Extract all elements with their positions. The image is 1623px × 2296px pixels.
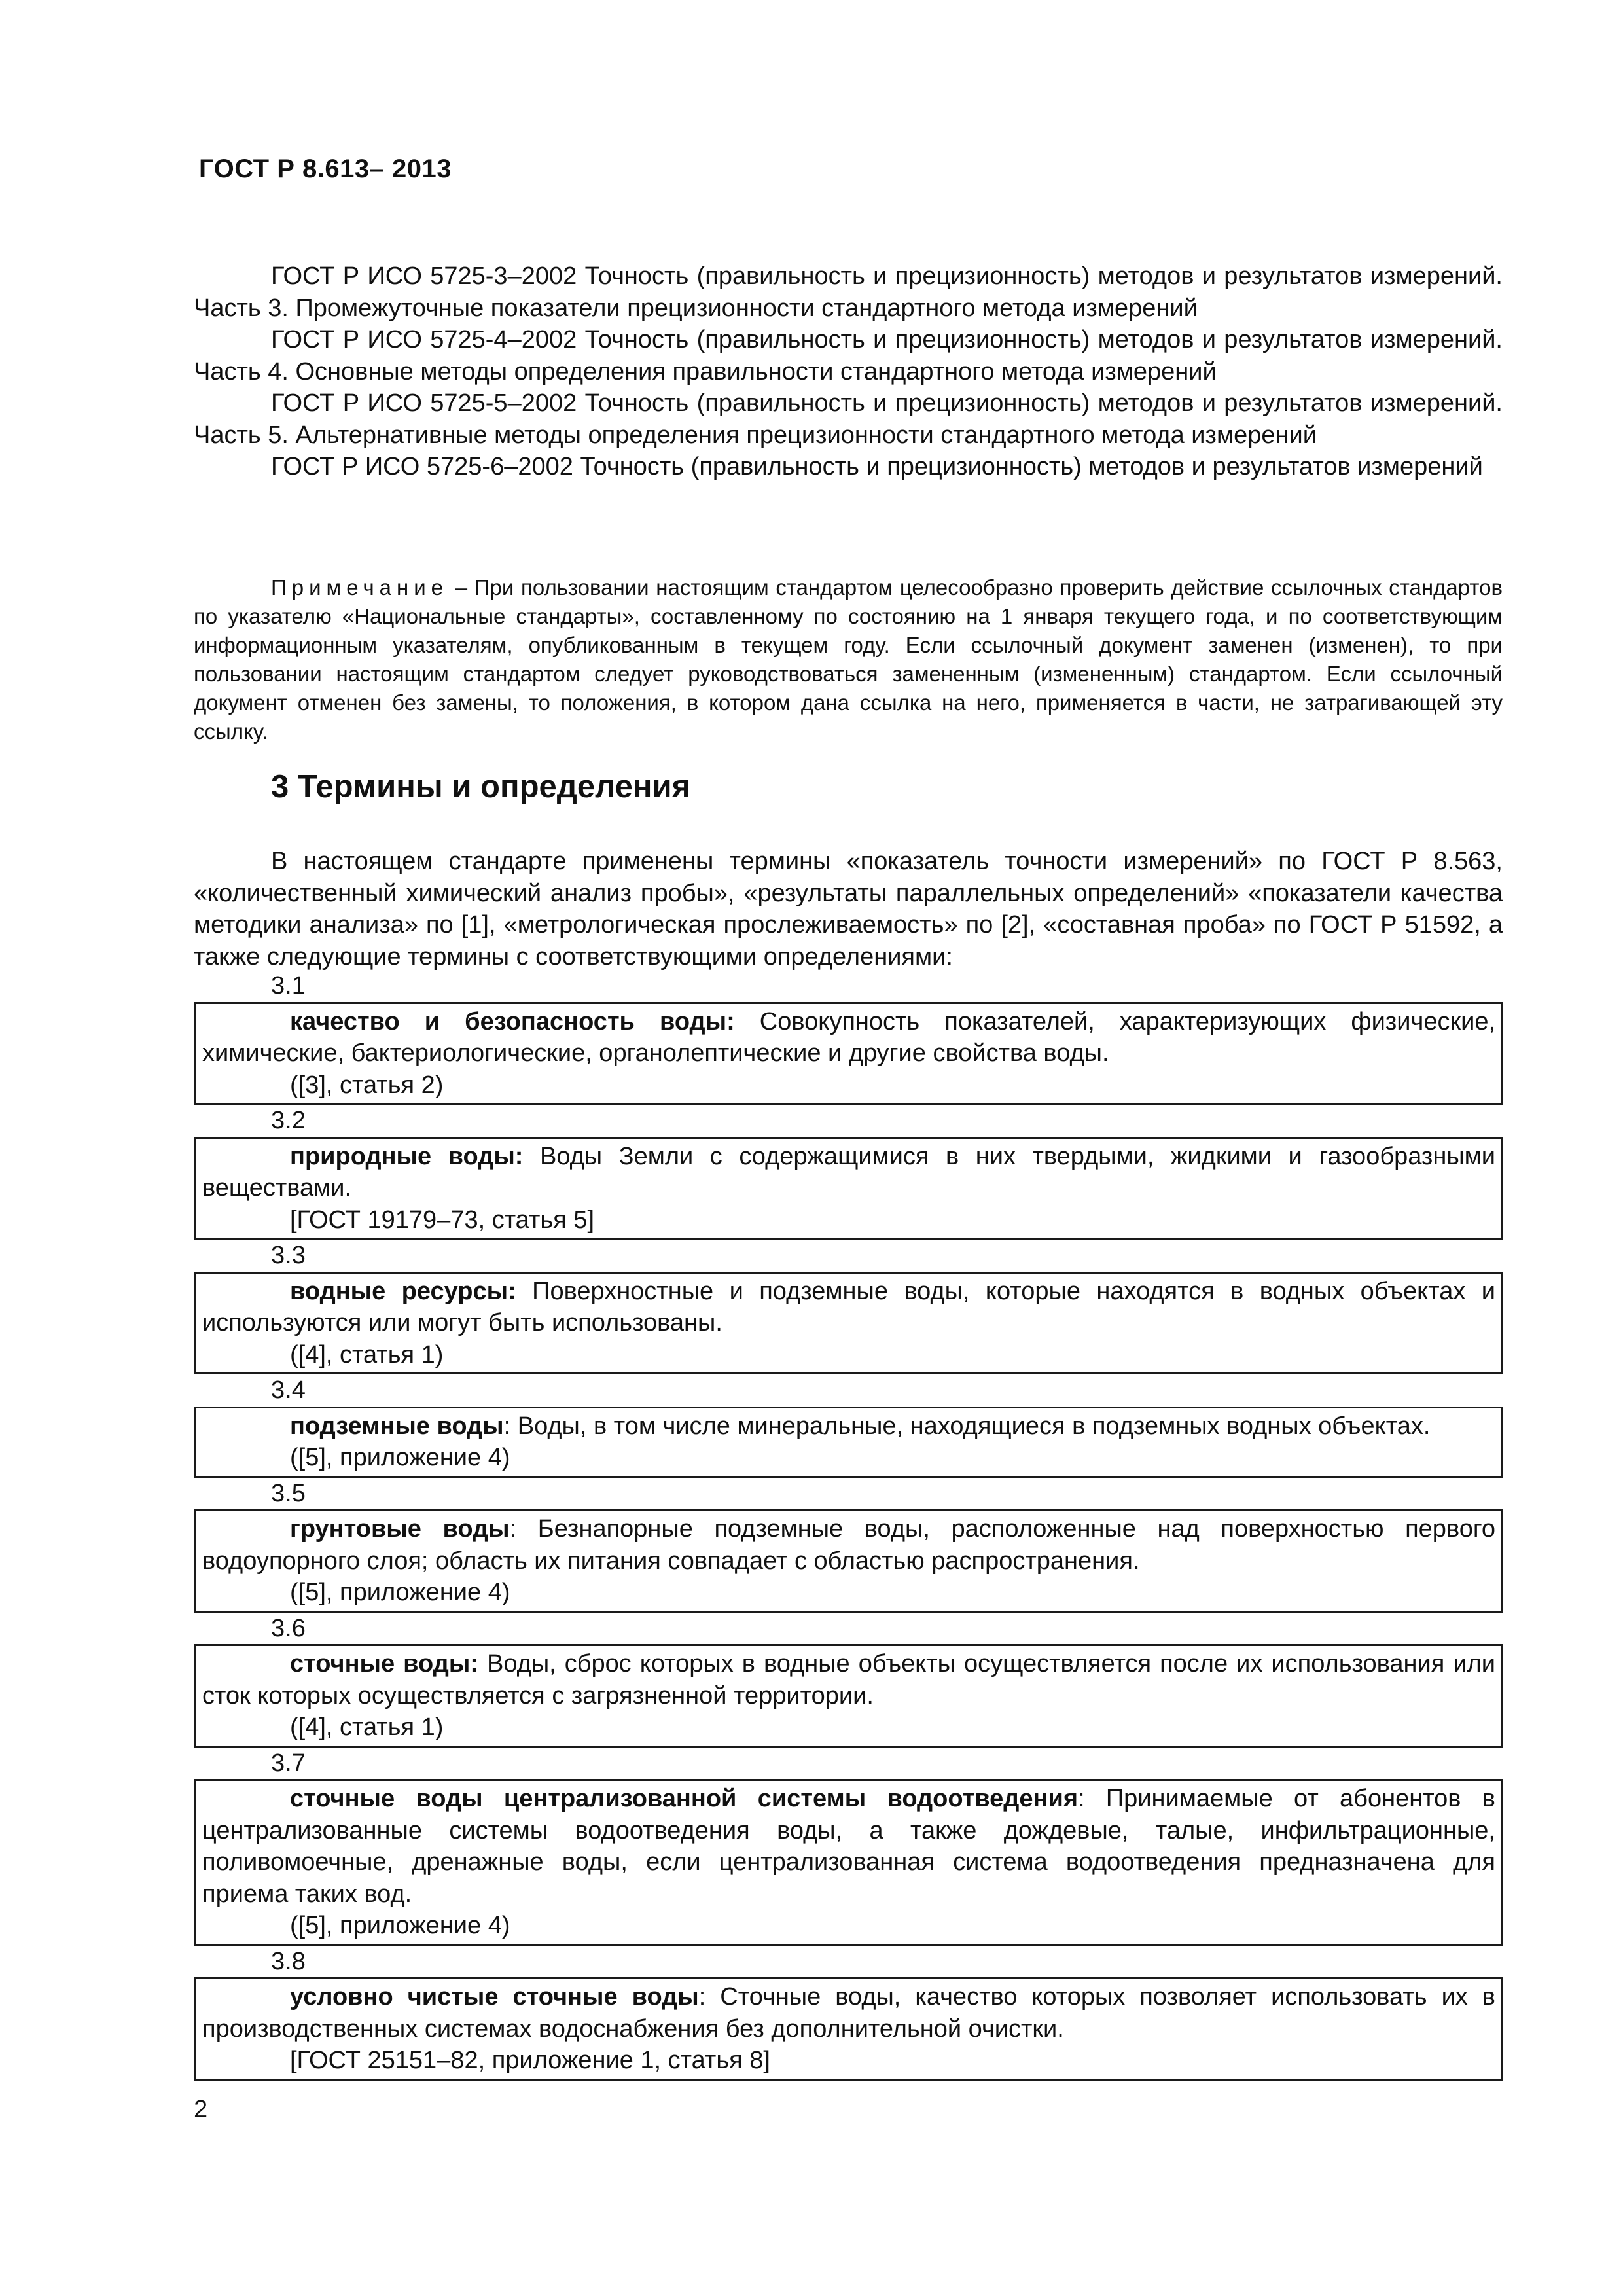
term-definition [202,1141,1495,1204]
term-entry [194,970,1503,1105]
term-text: : Безнапорные подземные воды, расположенные над поверхностью первого водоупорного слоя; область их питания совпадает с областью распространения. [202,1515,1495,1575]
intro-paragraph: В настоящем стандарте применены термины «показатель точности измерений» по ГОСТ Р 8.563, «количественный химический анализ пробы», «результаты параллельных определений» «показатели качества методики анализа» по [1], «метрологическая прослеживаемость» по [2], «составная проба» по ГОСТ Р 51592, а также следующие термины с соответствующими определениями: [194,848,1503,971]
term-box [194,1509,1503,1613]
term-source: ([5], приложение 4) [290,1579,510,1606]
term-box [194,1977,1503,2081]
page-number: 2 [194,2096,208,2123]
term-definition [202,1276,1495,1339]
term-name: водные ресурсы: [290,1277,516,1305]
term-text: : Принимаемые от абонентов в централизованные системы водоотведения воды, а также дождевые, талые, инфильтрационные, поливомоечные, дренажные воды, если централизованная система водоотведения предназначена для приема таких вод. [202,1785,1495,1908]
reference-list [194,260,1503,483]
term-definition [202,1513,1495,1577]
term-text: : Воды, в том числе минеральные, находящиеся в подземных водных объектах. [503,1412,1431,1440]
term-number: 3.6 [271,1614,306,1642]
term-entry [194,1478,1503,1613]
term-name: подземные воды [290,1412,504,1440]
document-header: ГОСТ Р 8.613– 2013 [199,154,452,183]
term-source: ([4], статья 1) [290,1713,444,1741]
term-number: 3.1 [271,972,306,999]
term-entry [194,1613,1503,1748]
term-text: Совокупность показателей, характеризующих физические, химические, бактериологические, органолептические и другие свойства воды. [202,1007,1496,1067]
term-name: условно чистые сточные воды [290,1983,699,2011]
reference-item: ГОСТ Р ИСО 5725-6–2002 Точность (правильность и прецизионность) методов и результатов измерений [271,453,1483,480]
term-text: Воды, сброс которых в водные объекты осуществляется после их использования или сток которых осуществляется с загрязненной территории. [202,1650,1495,1710]
term-number: 3.7 [271,1749,306,1777]
term-box [194,1779,1503,1946]
term-number: 3.4 [271,1376,306,1404]
term-definition [202,1006,1495,1069]
term-entry [194,1105,1503,1240]
term-number: 3.8 [271,1947,306,1975]
term-name: грунтовые воды [290,1515,510,1543]
term-definition [202,1410,1495,1443]
term-source: [ГОСТ 19179–73, статья 5] [290,1206,594,1234]
note-label: Примечание [271,575,449,600]
term-number: 3.2 [271,1107,306,1134]
term-entry [194,1374,1503,1478]
terms-list [194,970,1503,2081]
term-source: ([5], приложение 4) [290,1444,510,1471]
note-paragraph [194,573,1503,746]
reference-item: ГОСТ Р ИСО 5725-3–2002 Точность (правильность и прецизионность) методов и результатов измерений. Часть 3. Промежуточные показатели прецизионности стандартного метода измерений [194,262,1503,322]
term-entry [194,1240,1503,1374]
section-title: 3 Термины и определения [271,769,691,804]
term-text: : Сточные воды, качество которых позволяет использовать их в производственных системах водоснабжения без дополнительной очистки. [202,1983,1495,2043]
intro-paragraph-block [194,846,1503,973]
term-box [194,1137,1503,1240]
term-box [194,1272,1503,1375]
term-entry [194,1946,1503,2081]
term-source: ([4], статья 1) [290,1340,444,1369]
term-text: Воды Земли с содержащимися в них твердыми, жидкими и газообразными веществами. [202,1142,1496,1202]
term-source: [ГОСТ 25151–82, приложение 1, статья 8] [290,2047,770,2074]
note-block [194,573,1503,746]
term-number: 3.3 [271,1242,306,1269]
term-number: 3.5 [271,1479,306,1507]
term-entry [194,1748,1503,1946]
term-definition [202,1981,1495,2045]
term-box [194,1644,1503,1748]
term-box [194,1002,1503,1105]
term-name: природные воды: [290,1142,524,1170]
term-name: сточные воды централизованной системы водоотведения [290,1785,1078,1812]
reference-item: ГОСТ Р ИСО 5725-5–2002 Точность (правильность и прецизионность) методов и результатов измерений. Часть 5. Альтернативные методы определения прецизионности стандартного метода измерений [194,389,1503,449]
term-name: качество и безопасность воды: [290,1007,735,1035]
term-definition [202,1648,1495,1712]
reference-item: ГОСТ Р ИСО 5725-4–2002 Точность (правильность и прецизионность) методов и результатов измерений. Часть 4. Основные методы определения правильности стандартного метода измерений [194,326,1503,386]
note-text: – При пользовании настоящим стандартом целесообразно проверить действие ссылочных стандартов по указателю «Национальные стандарты», составленному по состоянию на 1 января текущего года, и по соответствующим информационным указателям, опубликованным в текущем году. Если ссылочный документ заменен (изменен), то при пользовании настоящим стандартом следует руководствоваться замененным (измененным) стандартом. Если ссылочный документ отменен без замены, то положения, в котором дана ссылка на него, применяется в части, не затрагивающей эту ссылку. [194,575,1503,744]
term-definition [202,1783,1495,1910]
term-name: сточные воды: [290,1650,478,1677]
term-box [194,1407,1503,1478]
term-text: Поверхностные и подземные воды, которые находятся в водных объектах и используются или могут быть использованы. [202,1277,1495,1336]
term-source: ([5], приложение 4) [290,1912,510,1939]
term-source: ([3], статья 2) [290,1071,444,1099]
